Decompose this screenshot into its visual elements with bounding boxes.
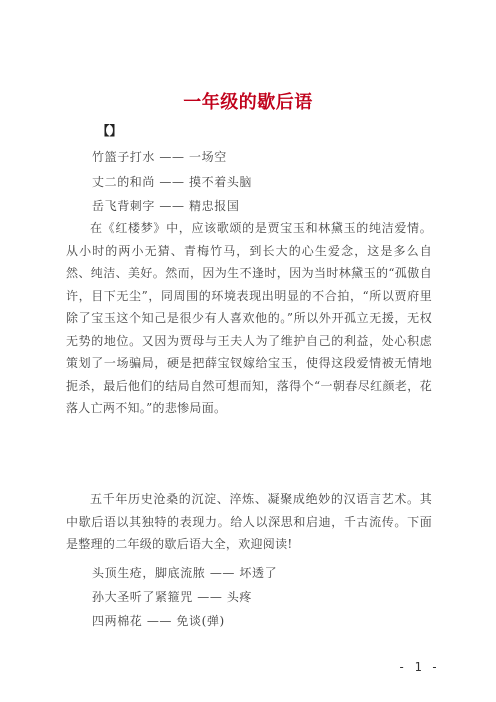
page-number: - 1 -	[398, 660, 440, 674]
proverb-line: 四两棉花 —— 免谈(弹)	[92, 614, 225, 628]
proverb-line: 孙大圣听了紧箍咒 —— 头疼	[92, 590, 253, 604]
proverb-line: 头顶生疮，脚底流脓 —— 坏透了	[92, 566, 278, 580]
bracket-heading: 【】	[97, 123, 123, 138]
document-title: 一年级的歇后语	[183, 92, 313, 113]
paragraph-intro: 五千年历史沧桑的沉淀、淬炼、凝聚成绝妙的汉语言艺术。其中歇后语以其独特的表现力。给人以深思和启迪，千古流传。下面是整理的二年级的歇后语大全，欢迎阅读!	[66, 492, 432, 551]
proverb-line: 岳飞背刺字 —— 精忠报国	[92, 199, 240, 213]
paragraph-honglou: 在《红楼梦》中，应该歌颂的是贾宝玉和林黛玉的纯洁爱情。从小时的两小无猜、青梅竹马，到长大的心生爱念，这是多么自然、纯洁、美好。然而，因为生不逢时，因为当时林黛玉的“孤傲自许，目下无尘”，同周围的环境表现出明显的不合拍，“所以贾府里除了宝玉这个知己是很少有人喜欢他的。”所以外开孤立无援，无权无势的地位。又因为贾母与王夫人为了维护自己的利益，处心积虑策划了一场骗局，硬是把薛宝钗嫁给宝玉，使得这段爱情被无情地扼杀，最后他们的结局自然可想而知，落得个“一朝春尽红颜老，花落人亡两不知。”的悲惨局面。	[66, 221, 432, 415]
proverb-line: 丈二的和尚 —— 摸不着头脑	[92, 175, 253, 189]
proverb-line: 竹篮子打水 —— 一场空	[92, 150, 227, 164]
